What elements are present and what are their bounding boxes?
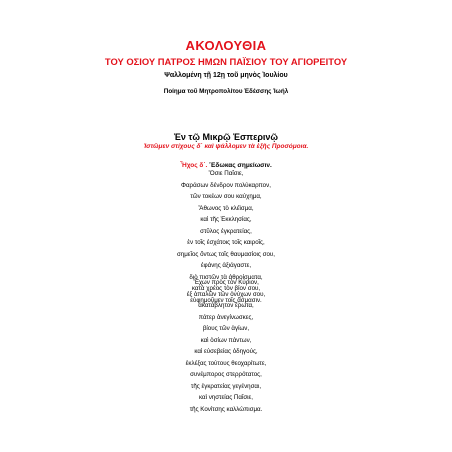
verse-line: Φαράσων δένδρον πολύκαρπον, xyxy=(181,181,271,189)
stanza-2 xyxy=(0,277,452,415)
verse-line: βίους τῶν ἁγίων, xyxy=(202,325,250,332)
verse-line: κατὰ χρέος τὸν βίον σου, xyxy=(191,285,261,292)
verse-line: καὶ νηστείας Παΐσιε, xyxy=(199,394,253,401)
verse-line: ἐξ ἁπαλῶν τῶν ὀνύχων σου, xyxy=(186,290,266,298)
verse-line: συνέμπορος στερρότατος, xyxy=(190,371,262,378)
verse-line: σημεῖος ὄντως τοῖς θαυμασίοις σου, xyxy=(176,250,275,258)
verse-line: ἀκατάβλητον ἔρωτα, xyxy=(198,302,254,309)
verse-line: στῦλος ἐγκρατείας, xyxy=(200,227,252,235)
verse-line: τῶν τοκέων σου καύχημα, xyxy=(190,193,262,200)
verse-line: εὐφημοῦμεν τοῖς ᾄσμασιν. xyxy=(190,296,262,304)
verse-line: ἐν τοῖς ἐσχάτοις τοῖς καιροῖς, xyxy=(187,239,265,246)
verse-line: ἐφάνης ἀξιάγαστε, xyxy=(200,262,252,269)
document-subtitle: ΤΟΥ ΟΣΙΟΥ ΠΑΤΡΟΣ ΗΜΩΝ ΠΑΪΣΙΟΥ ΤΟΥ ΑΓΙΟΡΕΙΤΟΥ xyxy=(104,56,348,67)
verse-line: ἐκλέξας τούτους θεοχαρίτωτε, xyxy=(185,359,267,367)
verse-line: πάτερ ἀνεγίνωσκες, xyxy=(198,313,254,321)
tone-label: Ἦχος δ΄. xyxy=(180,162,208,169)
verse-line: Ὅσιε Παΐσιε, xyxy=(208,170,244,177)
verse-line: καὶ εὐσεβείας ὁδηγούς, xyxy=(194,348,258,355)
verse-line: καὶ τῆς Ἐκκλησίας, xyxy=(200,216,252,223)
verse-line: Ἔχων πρὸς τὸν Κύριον, xyxy=(193,279,259,286)
verse-line: τῆς ἐγκρατείας γεγένησαι, xyxy=(190,382,262,390)
verse-line: Ἄθωνος τὸ κλέϊσμα, xyxy=(198,204,254,212)
verse-line: τῆς Κονίτσης καλλώπισμα. xyxy=(189,405,263,413)
verse-line: διὸ πιστῶν τὰ ἀθροίσματα, xyxy=(189,273,263,281)
document-title: ΑΚΟΛΟΥΘΙΑ xyxy=(185,38,267,53)
author-line: Ποίημα τοῦ Μητροπολίτου Ἐδέσσης Ἰωήλ xyxy=(163,88,289,95)
section-heading: Ἐν τῷ Μικρῷ Ἑσπερινῷ xyxy=(173,132,279,142)
verse-line: καὶ ὁσίων πάντων, xyxy=(200,336,252,344)
feast-date-line: Ψαλλομένη τῇ 12ῃ τοῦ μηνὸς Ἰουλίου xyxy=(164,72,288,79)
section-rubric: Ἱστῶμεν στίχους δ΄ καὶ ψάλλομεν τὰ ἑξῆς Προσόμοια. xyxy=(143,143,309,150)
model-melody: Ἔδωκας σημείωσιν. xyxy=(209,162,272,169)
